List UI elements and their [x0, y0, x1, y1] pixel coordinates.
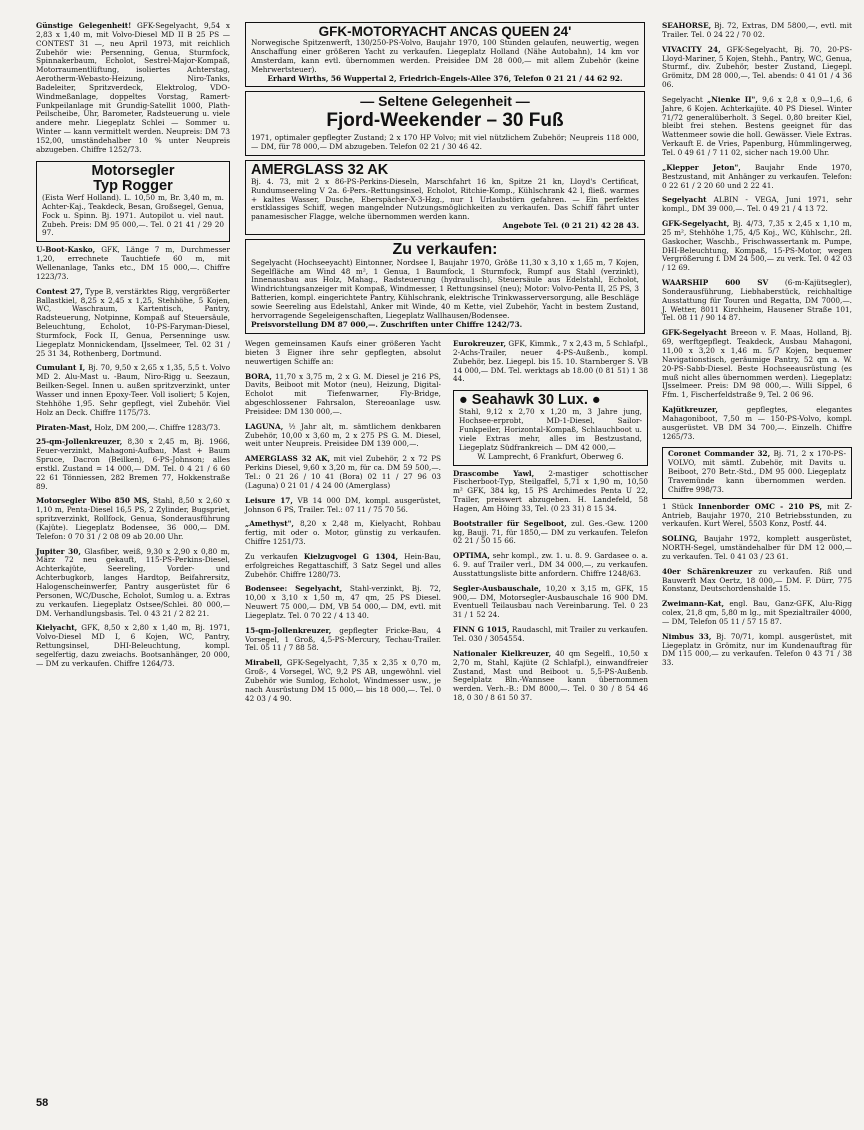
ad-zu-title: Zu verkaufen: [392, 240, 498, 258]
classified-ad: Zu verkaufen Kielzugvogel G 1304, Hein-Bau, erfolgreiches Regattaschiff, 3 Satz Segel und alles Zubehör. Chiffre 1280/73. [245, 551, 441, 579]
classified-ad: Nimbus 33, Bj. 70/71, kompl. ausgerüstet, mit Liegeplatz in Grömitz, nur im Kundenauftrag für DM 115 000,— zu verkaufen. Telefon 0 43 71 / 38 33. [662, 631, 852, 668]
ad-ancas-contact: Erhard Wirths, 56 Wuppertal 2, Friedrich-Engels-Allee 376, Telefon 0 21 21 / 44 62 92. [267, 73, 623, 83]
classified-ad: LAGUNA, ½ Jahr alt, m. sämtlichem denkbaren Zubehör, 10,00 x 3,60 m, 2 x 275 PS G. M. Diesel, weit unter Neupreis. Preisidee DM 139 000,—. [245, 421, 441, 449]
ad-seahawk-title: ● Seahawk 30 Lux. ● [459, 392, 601, 409]
ad-amerglass-offer: Angebote Tel. (0 21 21) 42 28 43. [502, 221, 639, 231]
classified-ad: AMERGLASS 32 AK, mit viel Zubehör, 2 x 72 PS Perkins Diesel, 9,60 x 3,20 m, für ca. DM 59 500,—. Tel.: 0 21 26 / 10 41 (Bora) 02 11 / 27 96 03 (Laguna) 0 21 01 / 4 24 00 (Amerglass) [245, 454, 441, 490]
classified-ad: GFK-Segelyacht, Bj. 4/73, 7,35 x 2,45 x 1,10 m, 25 m², Stehhöhe 1,75, 4/5 Koj., WC, Kühlschr., 2fl. Gaskocher, Waschb., Frischwassertank m. Pumpe, DHI-Beleuchtung, Kompaß, 15-PS-Motor, wegen Vergrößerung f. DM 24 500,— zu verk. Tel. 0 42 03 / 12 69. [662, 219, 852, 273]
ad-seahawk-text: Stahl, 9,12 x 2,70 x 1,20 m, 3 Jahre jung, Hochsee-erprobt, MD-1-Diesel, Sailor-Funkpeiler, Horizontal-Kompaß, Schlauchboot u. viele Extras mehr, alles im Bestzustand, Liegeplatz Südfrankreich — DM 42 000,— [459, 407, 642, 452]
classified-ad: VIVACITY 24, GFK-Segelyacht, Bj. 70, 20-PS-Lloyd-Mariner, 5 Kojen, Stehh., Pantry, WC, Genua, Sturmf., div. Zubehör, bester Zustand, Liegepl. Grömitz, DM 28 000,—, Tel. abends: 0 41 01 / 4 36 06. [662, 44, 852, 90]
classified-ad: Jupiter 30, Glasfiber, weiß, 9,30 x 2,90 x 0,80 m, März 72 neu gekauft, 115-PS-Perkins-Diesel, Achterkajüte, Seereling, Vorder- und Achterbugkorb, langes Hardtop, Beifahrersitz, Halogenscheinwerfer, Pantry ausgerüstet für 6 Personen, WC/Dusche, Echolot, Sumlog u. a. Extras zu verkaufen. Liegeplatz Ostsee/Schlei. 80 000,— DM. Verhandlungsbasis. Tel. 0 43 21 / 2 82 21. [36, 546, 230, 618]
classified-ad: Mirabell, GFK-Segelyacht, 7,35 x 2,35 x 0,70 m, Groß-, 4 Vorsegel, WC, 9,2 PS AB, ungewöhnl. viel Zubehör wie Sumlog, Echolot, Windmesser usw., je nach Ausrüstung DM 15 000,— bis 18 000,—. Tel. 0 42 03 / 4 90. [245, 658, 441, 703]
column-1 [36, 22, 230, 675]
classified-ad: WAARSHIP 600 SV (6-m-Kajütsegler), Sonderausführung, Liebhaberstück, reichhaltige Ausstattung für Touren und Regatta, DM 7000,—. J. Wetter, 8011 Kirchheim, Hausener Straße 101, Tel. 08 11 / 90 14 87. [662, 278, 852, 323]
ad-coronet-text: Coronet Commander 32, Bj. 71, 2 x 170-PS-VOLVO, mit sämtl. Zubehör, mit Davits u. Beiboot, 270 Betr.-Std., DM 95 000. Liegeplatz Travemünde kann übernommen werden. Chiffre 998/73. [668, 449, 846, 494]
classified-ad: SEAHORSE, Bj. 72, Extras, DM 5800,—, evtl. mit Trailer. Tel. 0 24 22 / 70 02. [662, 21, 852, 39]
classified-ad: Wegen gemeinsamen Kaufs einer größeren Yacht bieten 3 Eigner ihre sehr gepflegten, absolut neuwertigen Schiffe an: [245, 339, 441, 366]
ad-seahawk-contact: W. Lamprecht, 6 Frankfurt, Oberweg 6. [477, 451, 624, 461]
ad-amerglass-title: AMERGLASS 32 AK [251, 161, 389, 178]
classified-ad: Leisure 17, VB 14 000 DM, kompl. ausgerüstet, Johnson 6 PS, Trailer. Tel.: 07 11 / 75 70 56. [245, 495, 441, 514]
classified-ad: Günstige Gelegenheit! GFK-Segelyacht, 9,54 x 2,83 x 1,40 m, mit Volvo-Diesel MD II B 25 PS — CONTEST 31 —, neu April 1973, mit reichlich Zubehör wie: Persenning, Genua, Sturmfock, Spinnakerbaum, Echolot, Sestrel-Major-Kompaß, Motorraumentlüftung, isoliertes Achterstag, Aerotherm-Webasto-Heizung, Niro-Tanks, Badeleiter, Spritzverdeck, Elektrolog, VDO-Windmeßanlage, doppeltes Vorstag, Ramert-Funkpeilanlage mit Grundig-Satellit 1000, Plath-Peilscheibe, Uhr, Barometer, Radsteuerung u. viele andere mehr. Liegeplatz Schlei — Sommer u. Winter — kann vermittelt werden. Neupreis: DM 73 152,00, umständehalber 10 % unter Neupreis abzugeben. Chiffre 1252/73. [36, 21, 231, 154]
classified-ad: Bootstrailer für Segelboot, zul. Ges.-Gew. 1200 kg, Baujj. 71, für 1850,— DM zu verkaufen. Telefon 02 21 / 50 15 66. [453, 518, 648, 546]
ad-zu-verkaufen [245, 239, 645, 334]
ad-fjord-title1: — Seltene Gelegenheit — [360, 93, 530, 110]
classified-ad: „Amethyst", 8,20 x 2,48 m, Kielyacht, Rohbau fertig, mit oder o. Motor, günstig zu verkaufen. Chiffre 1251/73. [245, 519, 441, 547]
classified-ad: Bodensee: Segelyacht, Stahl-verzinkt, Bj. 72, 10,00 x 3,10 x 1,50 m, 47 qm, 25 PS Diesel. Neuwert 75 000,— DM, VB 54 000,— DM, evtl. mit Liegeplatz. Tel. 0 70 22 / 4 13 40. [245, 584, 441, 620]
classified-ad: 25-qm-Jollenkreuzer, 8,30 x 2,45 m, Bj. 1966, Feuer-verzinkt, Mahagoni-Aufbau, Mast + Baum Spruce, Dacron (Beilken), 6-PS-Johnson; alles erstkl. Zustand = 14 000,— DM. Tel. 0 4 21 / 6 60 22 61 Tönniessen, 282 Bremen 77, Hokkenstraße 89. [36, 437, 230, 491]
classified-ad: Kielyacht, GFK, 8,50 x 2,80 x 1,40 m, Bj. 1971, Volvo-Diesel MD I, 6 Kojen, WC, Pantry, Rettungsinsel, DHI-Beleuchtung, kompl. segelfertig, dazu zweiachs. Bootsanhänger, 20 000,— DM zu verkaufen. Chiffre 1264/73. [36, 623, 230, 668]
ad-fjord-text: 1971, optimaler gepflegter Zustand; 2 x 170 HP Volvo; mit viel nützlichem Zubehör; Neupreis 118 000,— DM, für 78 000,— DM abzugeben. Telefon 02 21 / 30 46 42. [251, 133, 639, 151]
column-3b [453, 340, 648, 709]
classified-ad: Segelyacht ALBIN - VEGA, Juni 1971, sehr kompl., DM 39 000,—. Tel. 0 49 21 / 4 13 72. [662, 195, 852, 214]
ad-motorsegler-title2: Typ Rogger [93, 177, 173, 194]
classified-ad: GFK-Segelyacht Breeon v. F. Maas, Holland, Bj. 69, werftgepflegt. Teakdeck, Ausbau Mahagoni, 11,00 x 3,20 x 1,46 m. 5/7 Kojen, bequemer Navigationstisch, geräumige Pantry, 52 qm a. W. 20-PS-Sabb-Diesel. Beste Hochseeausrüstung (es muß nicht alles übernommen werden). Liegeplatz: IJsselmeer. Preis: DM 98 000,—. Willi Sippel, 6 Ffm. 1, Fischerfeldstraße 9, Tel. 2 06 96. [662, 328, 852, 400]
classified-ad: Piraten-Mast, Holz, DM 200,—. Chiffre 1283/73. [36, 422, 221, 432]
classified-ad: OPTIMA, sehr kompl., zw. 1. u. 8. 9. Gardasee o. a. 6. 9. auf Trailer verl., DM 34 000,—, zu verkaufen. Ausstattungsliste bitte anfordern. Chiffre 1248/63. [453, 551, 648, 578]
classified-ad: „Klepper Jeton", Baujahr Ende 1970, Bestzustand, mit Anhänger zu verkaufen. Telefon: 0 22 61 / 2 20 60 und 2 22 41. [662, 162, 852, 190]
classified-ad: Segler-Ausbauschale, 10,20 x 3,15 m, GFK, 15 900,— DM, Motorsegler-Ausbauschale 16 900 DM. Eventuell Teilausbau nach Vereinbarung. Tel. 0 23 31 / 1 52 24. [453, 583, 648, 620]
ad-seahawk [453, 390, 648, 465]
classified-ad: U-Boot-Kasko, GFK, Länge 7 m, Durchmesser 1,20, errechnete Tauchtiefe 60 m, mit Wellenanlage, Tanks etc., DM 15 000,—. Chiffre 1223/73. [36, 245, 230, 281]
classified-ad: Cumulant I, Bj. 70, 9,50 x 2,65 x 1,35, 5,5 t. Volvo MD 2. Alu-Mast u. -Baum, Niro-Rigg u. Seezaun, Beilken-Segel. Innen u. außen spritzverzinkt, unter Wasser und innen Epoxy-Teer. Voll isoliert; 5 Kojen, Stehhöhe 1,95. Sehr gepflegt, viel Zubehör. Viel Holz an Deck. Chiffre 1175/73. [36, 363, 230, 417]
ad-amerglass [245, 160, 645, 235]
ad-ancas-text: Norwegische Spitzenwerft, 130/250-PS-Volvo, Baujahr 1970, 100 Stunden gelaufen, neuwertig, wegen Anschaffung einer größeren Yacht zu verkaufen. Liegeplatz Holland (Nähe Autobahn), 14 km vor Amsterdam, kann evtl. übernommen werden. Preisidee DM 28 000,— mit allem Zubehör (keine Mehrwertsteuer). [251, 38, 639, 74]
ad-amerglass-text: Bj. 4. 73, mit 2 x 86-PS-Perkins-Dieseln, Marschfahrt 16 kn, Spitze 21 kn, Lloyd's Certificat, Rundumseereling V 2a. 6-Pers.-Rettungsinsel, Echolot, Ritchie-Komp., Kühlschrank 42 l, fließ. warmes + kaltes Wasser, Dusche, Eberspächer-X-3-Hzg., nur 1 Urlaubstörn gefahren. — Ein perfektes erstklassiges Schiff, wegen mangelnder Nutzungsmöglichkeiten zu verkaufen. Das Schiff fährt unter panamesischer Flagge, welche übernommen werden kann. [251, 176, 639, 222]
classified-ad: Drascombe Yawl, 2-mastiger schottischer Fischerboot-Typ, Steilgaffel, 5,71 x 1,90 m, 10,50 m² GFK, 384 kg, 15 PS Archimedes Penta U 22, Trailer, preiswert abzugeben. H. Landefeld, 58 Hagen, Am Höing 33, Tel. (0 23 31) 8 15 34. [453, 468, 648, 513]
classified-ad: Nationaler Kielkreuzer, 40 qm Segelfl., 10,50 x 2,70 m, Stahl, Kajüte (2 Schlafpl.), einwandfreier Zustand, Mast und Beiboot u. 5,5-PS-Außenb. Segelplatz Bln.-Wannsee kann übernommen werden. Verh.-B.: DM 8000,—. Tel. 0 30 / 8 54 46 18, 0 30 / 8 61 50 37. [453, 648, 648, 703]
classified-ad: Zweimann-Kat, engl. Bau, Ganz-GFK, Alu-Rigg colex, 21,8 qm, 5,80 m lg., mit Spezialtrailer 4000,— DM, Telefon 05 11 / 57 15 87. [662, 599, 852, 626]
classified-ad: Segelyacht „Nienke II", 9,6 x 2,8 x 0,9—1,6, 6 Jahre, 6 Kojen. Achterkajüte. 40 PS Diesel. Winter 71/72 generalüberholt. 3 Segel. 0,80 breiter Kiel, bleibt frei stehen. Bestens geeignet für das Wattenmeer sowie die holl. Gewässer. Viele Extras. Verkauft E. de Vries, Papenburg, Hümmlingerweg, Tel. 0 49 61 / 7 11 02, sicher nach 19.00 Uhr. [662, 94, 852, 157]
column-2 [245, 22, 645, 338]
page-number: 58 [36, 1097, 49, 1109]
classified-ad: Kajütkreuzer, gepflegtes, elegantes Mahagoniboot, 7,50 m — 150-PS-Volvo, kompl. ausgerüstet. VB DM 34 700,—. Einzelh. Chiffre 1265/73. [662, 405, 852, 441]
ad-fjord-title2: Fjord-Weekender – 30 Fuß [326, 110, 564, 132]
ad-motorsegler-text: (Eista Werf Holland). L. 10,50 m, Br. 3,40 m, m. Achter-Kaj., Teakdeck, Besan, Großsegel, Genua, Fock u. Spinn. Bj. 1971. Autopilot u. viel naut. Zubeh. Preis: DM 95 000,—. Tel. 0 21 41 / 29 20 97. [42, 193, 224, 238]
classified-ad: Motorsegler Wibo 850 MS, Stahl, 8,50 x 2,60 x 1,10 m, Penta-Diesel 16,5 PS, 2 Zylinder, Bugspriet, spritzverzinkt, Rollfock, Genua, Sonderausführung (Kajüte). Liegeplatz Bodensee, 36 000,— DM. Telefon: 0 70 31 / 2 08 09 ab 20.00 Uhr. [36, 496, 230, 541]
classified-ad: BORA, 11,70 x 3,75 m, 2 x G. M. Diesel je 216 PS, Davits, Beiboot mit Motor (neu), Heizung, Digital-Echolot mit Tiefenwarner, Fly-Bridge, abgeschlossener Fahrsalon, Stereoanlage usw. Preisidee: DM 130 000,—. [245, 371, 441, 416]
ad-zu-price: Preisvorstellung DM 87 000,—. Zuschriften unter Chiffre 1242/73. [251, 319, 523, 329]
ad-coronet-commander [662, 447, 852, 498]
classified-ad: 40er Schärenkreuzer zu verkaufen. Riß und Bauwerft Max Oertz, 18 000,— DM. F. Dürr, 775 Konstanz, Deutschordenshalde 15. [662, 566, 852, 594]
ad-fjord-weekender [245, 91, 645, 155]
classified-ad: FINN G 1015, Raudaschl, mit Trailer zu verkaufen. Tel. 030 / 3054554. [453, 625, 648, 643]
classified-ad: 1 Stück Innenborder OMC - 210 PS, mit Z-Antrieb, Baujahr 1970, 210 Betriebsstunden, zu verkaufen. Kurt Werel, 5503 Konz, Postf. 44. [662, 501, 852, 529]
classified-ad: Contest 27, Type B, verstärktes Rigg, vergrößerter Ballastkiel, 8,25 x 2,45 x 1,25, Stehhöhe, 5 Kojen, WC, Waschraum, Kartentisch, Pantry, Radsteuerung, Notpinne, Kompaß auf Steuersäule, Beleuchtung, Echolot, 10-PS-Faryman-Diesel, Sturmfock, Fock II, Genua, Persenninge usw. Liegeplatz Monnickendam, IJsselmeer, Tel. 02 31 / 25 31 34, Rothenberg, Dortmund. [36, 286, 230, 358]
ad-ancas-queen [245, 22, 645, 87]
classified-ad: SOLING, Baujahr 1972, komplett ausgerüstet, NORTH-Segel, umständehalber für DM 12 000,— zu verkaufen. Tel. 0 41 03 / 23 61. [662, 534, 852, 561]
ad-ancas-title: GFK-MOTORYACHT ANCAS QUEEN 24' [318, 24, 572, 39]
ad-zu-text: Segelyacht (Hochseeyacht) Eintonner, Nordsee I, Baujahr 1970, Größe 11,30 x 3,10 x 1,65 m, 7 Kojen, Segelfläche am Wind 48 m², 1 Genua, 1 Baumfock, 1 Sturmfock, Rumpf aus Stahl (verzinkt), Innenausbau aus Holz, Mahag., Radsteuerung (hydraulisch), Steuersäule aus Edelstahl, Echolot, Windrichtungsanzeiger mit Kompaß, Windmesser, 1 Rettungsinsel (neu); Motor: Volvo-Penta II, 25 PS, 3 Batterien, kompl. eingerichtete Pantry, Kühlschrank, elektrische Trinkwasserversorgung, alle Beschläge sowie Seereling aus Edelstahl, Anker mit Winde, 40 m Kette, viel Zubehör, Yacht in bestem Zustand, hervorragende Segeleigenschaften, Liegeplatz Wallhausen/Bodensee. [251, 257, 639, 320]
column-4 [662, 22, 852, 674]
classified-ad: 15-qm-Jollenkreuzer, gepflegter Fricke-Bau, 4 Vorsegel, 1 Groß, 4,5-PS-Mercury, Techau-Trailer. Tel. 05 11 / 7 88 58. [245, 625, 441, 653]
ad-motorsegler-title1: Motorsegler [91, 162, 175, 179]
ad-motorsegler-rogger [36, 161, 230, 243]
classified-ad: Eurokreuzer, GFK, Kimmk., 7 x 2,43 m, 5 Schlafpl., 2-Achs-Trailer, neuer 4-PS-Außenb., kompl. Zubehör, bez. Liegepl. bis 15. 10. Starnberger S. VB 14 000,— DM. Tel. werktags ab 18.00 (0 81 51) 1 38 44. [453, 339, 648, 384]
column-3a [245, 340, 441, 710]
